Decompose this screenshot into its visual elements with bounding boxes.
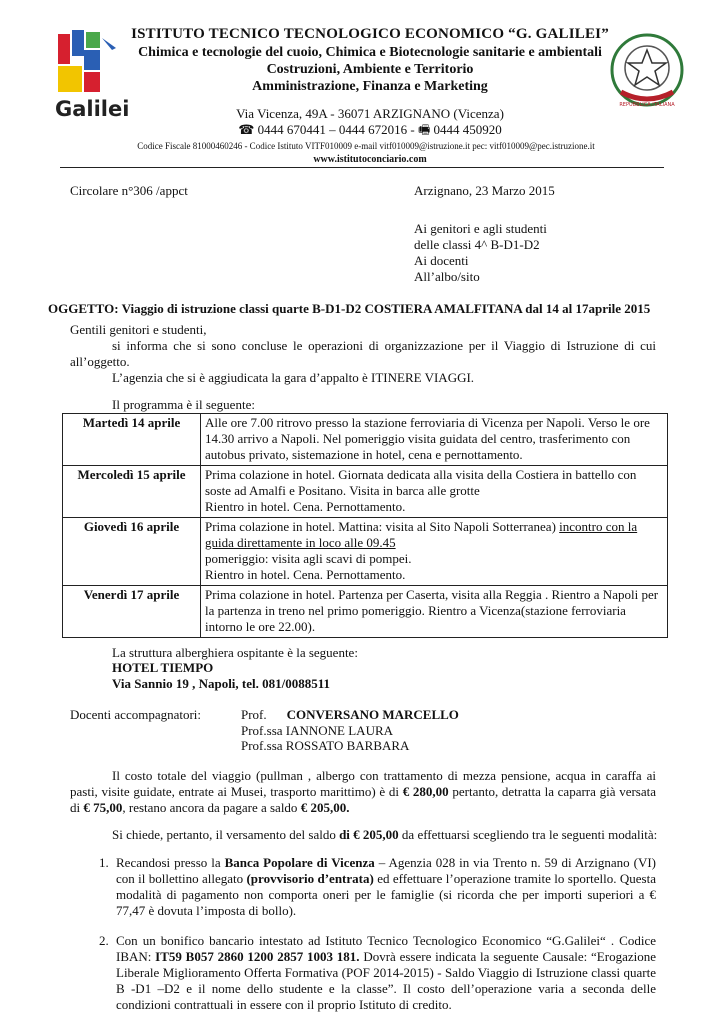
header-line-4: Amministrazione, Finanza e Marketing (252, 79, 488, 94)
activity-line (205, 519, 663, 551)
request-amount: di € 205,00 (339, 827, 399, 842)
hotel-intro: La struttura alberghiera ospitante è la seguente: (112, 645, 358, 660)
school-website[interactable]: www.istitutoconciario.com (313, 154, 427, 165)
program-intro: Il programma è il seguente: (112, 397, 255, 412)
day-cell: Martedì 14 aprile (63, 414, 201, 466)
hotel-address: Via Sannio 19 , Napoli, tel. 081/0088511 (112, 676, 331, 691)
total-cost: € 280,00 (402, 784, 449, 799)
galilei-logo (52, 30, 132, 122)
recipient-2: delle classi 4^ B-D1-D2 (414, 237, 540, 252)
mode-text: – Agenzia 028 in via Trento n. 59 di Arzignano (VI) con il bollettino allegato (116, 855, 656, 886)
logo-wordmark: Galilei (55, 97, 130, 121)
activity-line: Prima colazione in hotel. Giornata dedicata alla visita della Costiera in battello con soste ad Amalfi e Positano. Visita in barca alle grotte (205, 467, 637, 498)
payment-modes-list (70, 855, 656, 1013)
table-row (63, 414, 668, 466)
subject-line: OGGETTO: Viaggio di istruzione classi quarte B-D1-D2 COSTIERA AMALFITANA dal 14 al 17aprile 2015 (48, 301, 651, 316)
cost-paragraph (70, 768, 656, 816)
activity-line: Rientro in hotel. Cena. Pernottamento. (205, 567, 406, 582)
greeting: Gentili genitori e studenti, (70, 322, 207, 337)
recipient-3: Ai docenti (414, 253, 469, 268)
list-item (112, 933, 656, 1013)
header-divider (60, 167, 664, 168)
emblem-ribbon-text: REPUBBLICA ITALIANA (619, 102, 675, 108)
header-line-2: Chimica e tecnologie del cuoio, Chimica e Biotecnologie sanitarie e ambientali (138, 45, 602, 60)
guide-meeting-note: incontro con la guida direttamente in loco alle 09.45 (205, 519, 638, 550)
receipt-type: (provvisorio d’entrata) (246, 871, 374, 886)
cost-text: pertanto, detratta la caparra già versata di (70, 784, 656, 815)
mode-text: Recandosi presso la (116, 855, 225, 870)
activity-line: pomeriggio: visita agli scavi di pompei. (205, 551, 412, 566)
mode-text: Dovrà essere indicata la seguente Causale: “Erogazione Liberale Miglioramento Offerta Formativa (POF 2014-2015) - Saldo Viaggio di Istruzione classi quarte B -D1 –D2 e il nome dello studente e la classe”. Il costo dell’operazione varia a seconda delle condizioni contrattuali in essere con il proprio Istituto di credito. (116, 949, 656, 1012)
day-cell: Mercoledì 15 aprile (63, 466, 201, 518)
iban-code: IT59 B057 2860 1200 2857 1003 181. (155, 949, 360, 964)
cost-text: Il costo totale del viaggio (pullman , albergo con trattamento di mezza pensione, acqua in caraffa ai pasti, visite guidate, entrate ai Musei, trasporto marittimo) è di (70, 768, 656, 799)
request-text: Si chiede, pertanto, il versamento del saldo (112, 827, 340, 842)
payment-request (112, 827, 657, 843)
activity-text: Prima colazione in hotel. Mattina: visita al Sito Napoli Sotterranea) (205, 519, 556, 534)
mode-text: ed effettuare l’operazione tramite lo sportello. Questa modalità di pagamento non comporta oneri per le famiglie (si ricorda che per importi superiori a € 77,47 è dovuta l’imposta di bollo). (116, 871, 656, 918)
teacher-1 (241, 707, 459, 723)
teacher-title: Prof. (241, 707, 267, 722)
recipient-4: All’albo/sito (414, 269, 480, 284)
table-row (63, 518, 668, 586)
activity-cell (201, 466, 668, 518)
mode-text: Con un bonifico bancario intestato ad Istituto Tecnico Tecnologico Economico “G.Galilei“ . Codice IBAN: (116, 933, 656, 964)
request-text: da effettuarsi scegliendo tra le seguenti modalità: (398, 827, 658, 842)
teacher-3: Prof.ssa ROSSATO BARBARA (241, 738, 410, 753)
day-cell: Venerdì 17 aprile (63, 586, 201, 638)
day-cell: Giovedì 16 aprile (63, 518, 201, 586)
activity-line: Rientro in hotel. Cena. Pernottamento. (205, 499, 406, 514)
hotel-name: HOTEL TIEMPO (112, 660, 214, 675)
agency-paragraph: L’agenzia che si è aggiudicata la gara d’appalto è ITINERE VIAGGI. (112, 370, 475, 385)
school-codes: Codice Fiscale 81000460246 - Codice Istituto VITF010009 e-mail vitf010009@istruzione.it pec: vitf010009@pec.istruzione.it (137, 141, 595, 151)
school-phones: ☎ 0444 670441 – 0444 672016 - 🖷 0444 450920 (238, 122, 502, 137)
place-date: Arzignano, 23 Marzo 2015 (414, 183, 555, 198)
school-address: Via Vicenza, 49A - 36071 ARZIGNANO (Vicenza) (236, 106, 504, 121)
recipient-1: Ai genitori e agli studenti (414, 221, 547, 236)
list-item (112, 855, 656, 919)
intro-paragraph: si informa che si sono concluse le operazioni di organizzazione per il Viaggio di Istruzione di cui all’oggetto. (70, 338, 656, 369)
activity-cell: Prima colazione in hotel. Partenza per Caserta, visita alla Reggia . Rientro a Napoli per la partenza in treno nel primo pomeriggio. Rientro a Vicenza(stazione ferroviaria intorno le ore 22.00). (201, 586, 668, 638)
teacher-name: CONVERSANO MARCELLO (286, 707, 459, 722)
cost-text: , restano ancora da pagare a saldo (122, 800, 301, 815)
activity-cell (201, 518, 668, 586)
balance-amount: € 205,00. (300, 800, 350, 815)
teacher-2: Prof.ssa IANNONE LAURA (241, 723, 394, 738)
school-name: ISTITUTO TECNICO TECNOLOGICO ECONOMICO “G. GALILEI” (131, 26, 609, 42)
recipients (414, 221, 547, 285)
teachers-label: Docenti accompagnatori: (70, 707, 202, 722)
payment-modes (70, 855, 656, 1027)
italian-republic-emblem (607, 30, 687, 110)
circular-number: Circolare n°306 /appct (70, 183, 188, 198)
table-row (63, 586, 668, 638)
program-table (62, 413, 668, 638)
header-line-3: Costruzioni, Ambiente e Territorio (266, 62, 474, 77)
table-row (63, 466, 668, 518)
deposit-amount: € 75,00 (83, 800, 123, 815)
activity-cell: Alle ore 7.00 ritrovo presso la stazione ferroviaria di Vicenza per Napoli. Verso le ore 14.30 arrivo a Napoli. Nel pomeriggio visita guidata del centro, trasferimento con autobus privato, sistemazione in hotel, cena e pernottamento. (201, 414, 668, 466)
bank-name: Banca Popolare di Vicenza (224, 855, 375, 870)
